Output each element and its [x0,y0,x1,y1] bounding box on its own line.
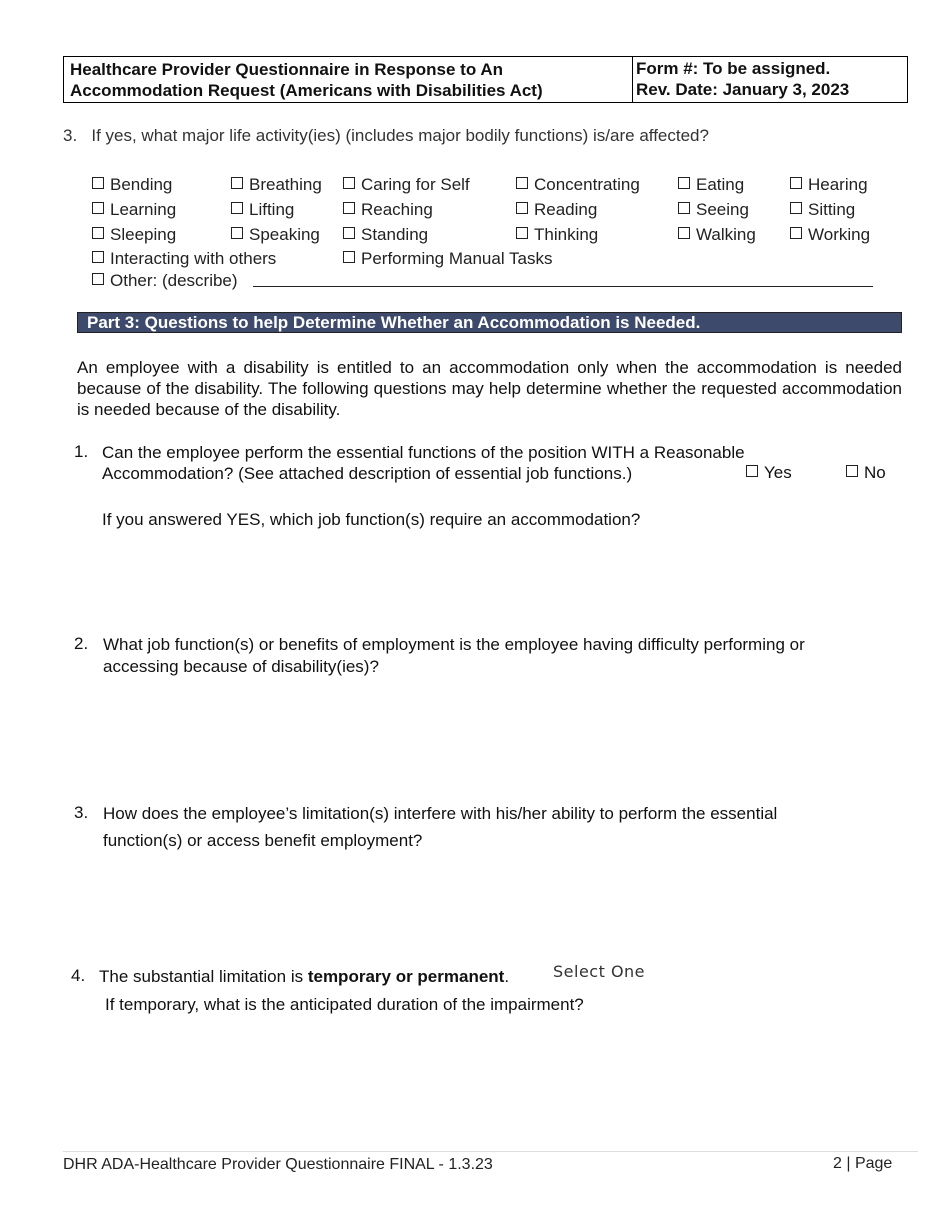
checkbox-walking[interactable] [678,225,756,245]
q3-number: 3. [74,803,89,822]
question-text: If yes, what major life activity(ies) (includes major bodily functions) is/are affected? [91,126,709,145]
checkbox-reaching[interactable] [343,200,433,220]
checkbox-icon [746,465,758,477]
checkbox-reading[interactable] [516,200,597,220]
q2-text-line2: accessing because of disability(ies)? [103,657,379,676]
checkbox-label: Seeing [696,200,749,219]
temporary-permanent-select[interactable]: Select One [553,962,646,981]
checkbox-icon [92,251,104,263]
checkbox-working[interactable] [790,225,870,245]
checkbox-icon [516,177,528,189]
form-meta [633,57,907,102]
checkbox-icon [92,273,104,285]
checkbox-label: Reading [534,200,598,219]
checkbox-breathing[interactable] [231,175,322,195]
checkbox-label: Lifting [249,200,295,219]
checkbox-icon [790,227,802,239]
q3-text-line2: function(s) or access benefit employment? [103,831,423,850]
checkbox-speaking[interactable] [231,225,320,245]
checkbox-label: Thinking [534,225,599,244]
checkbox-label: Learning [110,200,177,219]
checkbox-label: Other: (describe) [110,271,238,290]
checkbox-interacting-with-others[interactable] [92,249,276,269]
checkbox-label: Sleeping [110,225,177,244]
checkbox-icon [790,202,802,214]
checkbox-icon [92,177,104,189]
checkbox-icon [92,227,104,239]
checkbox-sleeping[interactable] [92,225,176,245]
q2-text-line1: What job function(s) or benefits of employment is the employee having difficulty performing or [103,635,805,654]
q4-text-after: . [504,967,510,986]
checkbox-icon [678,227,690,239]
checkbox-icon [790,177,802,189]
checkbox-icon [678,202,690,214]
q1-no-checkbox[interactable] [846,463,886,483]
checkbox-icon [516,227,528,239]
checkbox-icon [343,177,355,189]
footer-divider [63,1151,918,1152]
part3-intro: An employee with a disability is entitled to an accommodation only when the accommodation is needed because of the disability. The following questions may help determine whether the requested accommodation is needed because of the disability. [77,358,902,419]
checkbox-thinking[interactable] [516,225,598,245]
checkbox-hearing[interactable] [790,175,868,195]
part3-heading: Part 3: Questions to help Determine Whether an Accommodation is Needed. [77,312,902,333]
q1-text-line1: Can the employee perform the essential functions of the position WITH a Reasonable [102,443,745,462]
checkbox-label: Walking [696,225,756,244]
q4-number: 4. [71,966,86,985]
q3-text-line1: How does the employee’s limitation(s) interfere with his/her ability to perform the essential [103,804,778,823]
q4-text [99,966,509,987]
checkbox-icon [343,227,355,239]
form-header [63,56,908,103]
q4-text-before: The substantial limitation is [99,967,308,986]
checkbox-label: Hearing [808,175,868,194]
checkbox-sitting[interactable] [790,200,855,220]
q4-text-bold: temporary or permanent [307,967,505,986]
checkbox-other[interactable] [92,271,238,291]
checkbox-icon [343,251,355,263]
checkbox-label: No [864,463,886,482]
form-number: Form #: To be assigned. [636,59,831,78]
checkbox-bending[interactable] [92,175,172,195]
q1-yes-checkbox[interactable] [746,463,792,483]
checkbox-icon [846,465,858,477]
checkbox-label: Reaching [361,200,433,219]
checkbox-label: Eating [696,175,745,194]
checkbox-label: Yes [764,463,792,482]
checkbox-icon [231,227,243,239]
checkbox-learning[interactable] [92,200,176,220]
checkbox-standing[interactable] [343,225,428,245]
checkbox-icon [516,202,528,214]
checkbox-label: Breathing [249,175,322,194]
checkbox-label: Caring for Self [361,175,470,194]
revision-date: Rev. Date: January 3, 2023 [636,80,850,99]
checkbox-concentrating[interactable] [516,175,640,195]
checkbox-lifting[interactable] [231,200,294,220]
checkbox-label: Working [808,225,871,244]
other-describe-field[interactable] [253,286,873,287]
form-title-line1: Healthcare Provider Questionnaire in Response to An [70,60,503,79]
checkbox-icon [231,202,243,214]
checkbox-performing-manual-tasks[interactable] [343,249,553,269]
checkbox-caring-for-self[interactable] [343,175,470,195]
checkbox-label: Performing Manual Tasks [361,249,553,268]
q1-number: 1. [74,442,89,461]
q2-number: 2. [74,634,89,653]
question-number: 3. [63,126,78,145]
checkbox-icon [231,177,243,189]
checkbox-label: Standing [361,225,429,244]
checkbox-label: Speaking [249,225,320,244]
checkbox-seeing[interactable] [678,200,749,220]
q1-text-line2: Accommodation? (See attached description of essential job functions.) [102,464,633,483]
checkbox-label: Sitting [808,200,856,219]
checkbox-label: Concentrating [534,175,640,194]
checkbox-label: Interacting with others [110,249,277,268]
checkbox-eating[interactable] [678,175,744,195]
footer-page-number: 2 | Page [833,1155,893,1172]
checkbox-icon [92,202,104,214]
form-title [64,57,633,102]
q1-followup: If you answered YES, which job function(s) require an accommodation? [102,510,641,529]
form-title-line2: Accommodation Request (Americans with Disabilities Act) [70,81,543,100]
checkbox-icon [343,202,355,214]
checkbox-label: Bending [110,175,173,194]
checkbox-icon [678,177,690,189]
q4-followup: If temporary, what is the anticipated duration of the impairment? [105,995,584,1014]
footer-document-name: DHR ADA-Healthcare Provider Questionnaire FINAL - 1.3.23 [63,1156,493,1173]
life-activity-question [63,126,709,146]
